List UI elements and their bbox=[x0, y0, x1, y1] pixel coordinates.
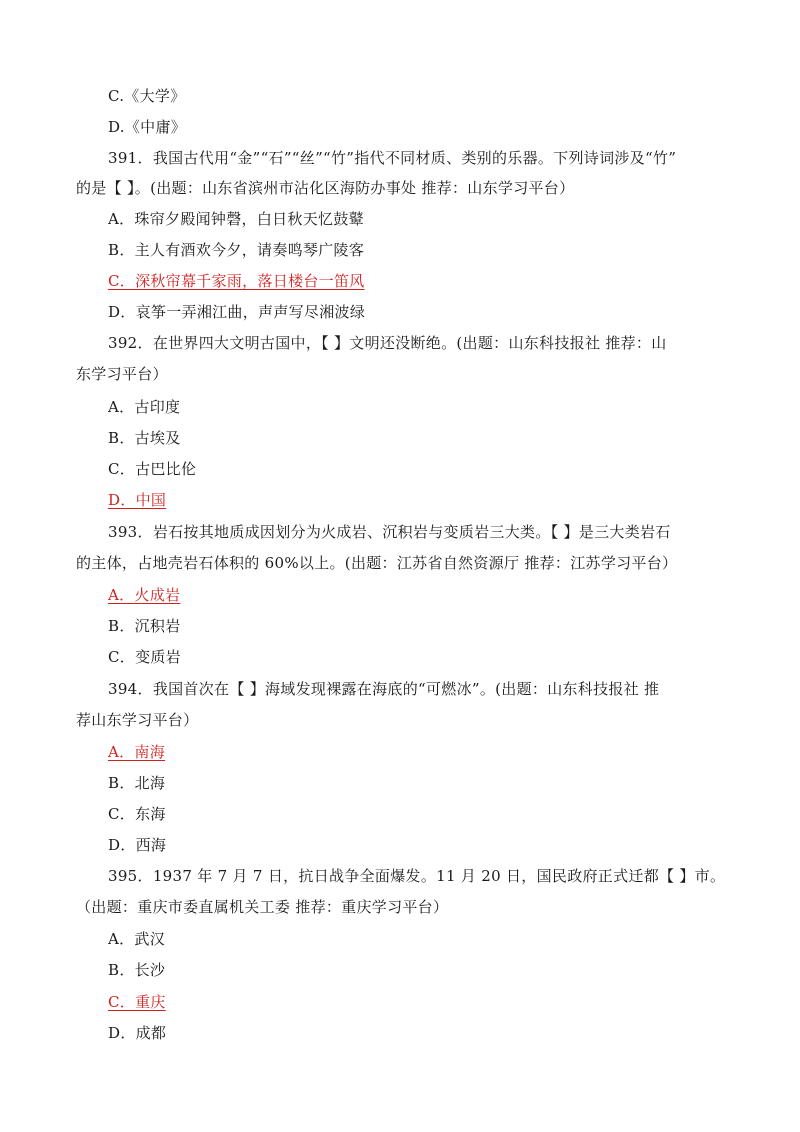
question-394-option-c: C．东海 bbox=[108, 805, 166, 823]
option-d-zhongyong: D.《中庸》 bbox=[108, 118, 187, 136]
question-393-text: 393．岩石按其地质成因划分为火成岩、沉积岩与变质岩三大类。【 】是三大类岩石 bbox=[108, 523, 671, 541]
question-391-option-b: B．主人有酒欢今夕，请奏鸣琴广陵客 bbox=[108, 241, 365, 259]
question-391-option-d: D．哀筝一弄湘江曲，声声写尽湘波绿 bbox=[108, 303, 366, 321]
question-394-option-d: D．西海 bbox=[108, 836, 167, 854]
question-395-option-a: A．武汉 bbox=[108, 930, 166, 948]
question-391-option-a: A．珠帘夕殿闻钟磬，白日秋天忆鼓鼙 bbox=[108, 210, 364, 228]
question-392-option-b: B．古埃及 bbox=[108, 429, 181, 447]
question-393-option-b: B．沉积岩 bbox=[108, 617, 181, 635]
question-391-text-cont: 的是【 】。(出题：山东省滨州市沾化区海防办事处 推荐：山东学习平台） bbox=[76, 179, 575, 197]
question-395-option-b: B．长沙 bbox=[108, 961, 166, 979]
question-392-text: 392．在世界四大文明古国中，【 】文明还没断绝。(出题：山东科技报社 推荐：山 bbox=[108, 334, 667, 352]
question-394-text-cont: 荐山东学习平台） bbox=[76, 711, 199, 729]
question-392-option-a: A．古印度 bbox=[108, 398, 181, 416]
question-395-text: 395．1937 年 7 月 7 日，抗日战争全面爆发。11 月 20 日，国民政府正式迁都【 】市。 bbox=[108, 867, 726, 885]
question-395-option-c-answer: C．重庆 bbox=[108, 993, 166, 1011]
question-393-option-c: C．变质岩 bbox=[108, 648, 181, 666]
option-c-daxue: C.《大学》 bbox=[108, 87, 186, 105]
question-394-text: 394．我国首次在【 】海域发现裸露在海底的“可燃冰”。(出题：山东科技报社 推 bbox=[108, 680, 660, 698]
question-394-option-a-answer: A．南海 bbox=[108, 743, 166, 761]
question-392-text-cont: 东学习平台） bbox=[76, 365, 168, 383]
question-391-option-c-answer: C．深秋帘幕千家雨，落日楼台一笛风 bbox=[108, 272, 365, 290]
question-391-text: 391．我国古代用“金”“石”“丝”“竹”指代不同材质、类别的乐器。下列诗词涉及“竹” bbox=[108, 149, 677, 167]
question-395-text-cont: （出题：重庆市委直属机关工委 推荐：重庆学习平台） bbox=[76, 898, 449, 916]
question-392-option-c: C．古巴比伦 bbox=[108, 460, 197, 478]
question-393-text-cont: 的主体，占地壳岩石体积的 60%以上。(出题：江苏省自然资源厅 推荐：江苏学习平台） bbox=[76, 554, 678, 572]
question-395-option-d: D．成都 bbox=[108, 1024, 167, 1042]
question-392-option-d-answer: D．中国 bbox=[108, 491, 167, 509]
question-393-option-a-answer: A．火成岩 bbox=[108, 586, 181, 604]
question-394-option-b: B．北海 bbox=[108, 774, 166, 792]
